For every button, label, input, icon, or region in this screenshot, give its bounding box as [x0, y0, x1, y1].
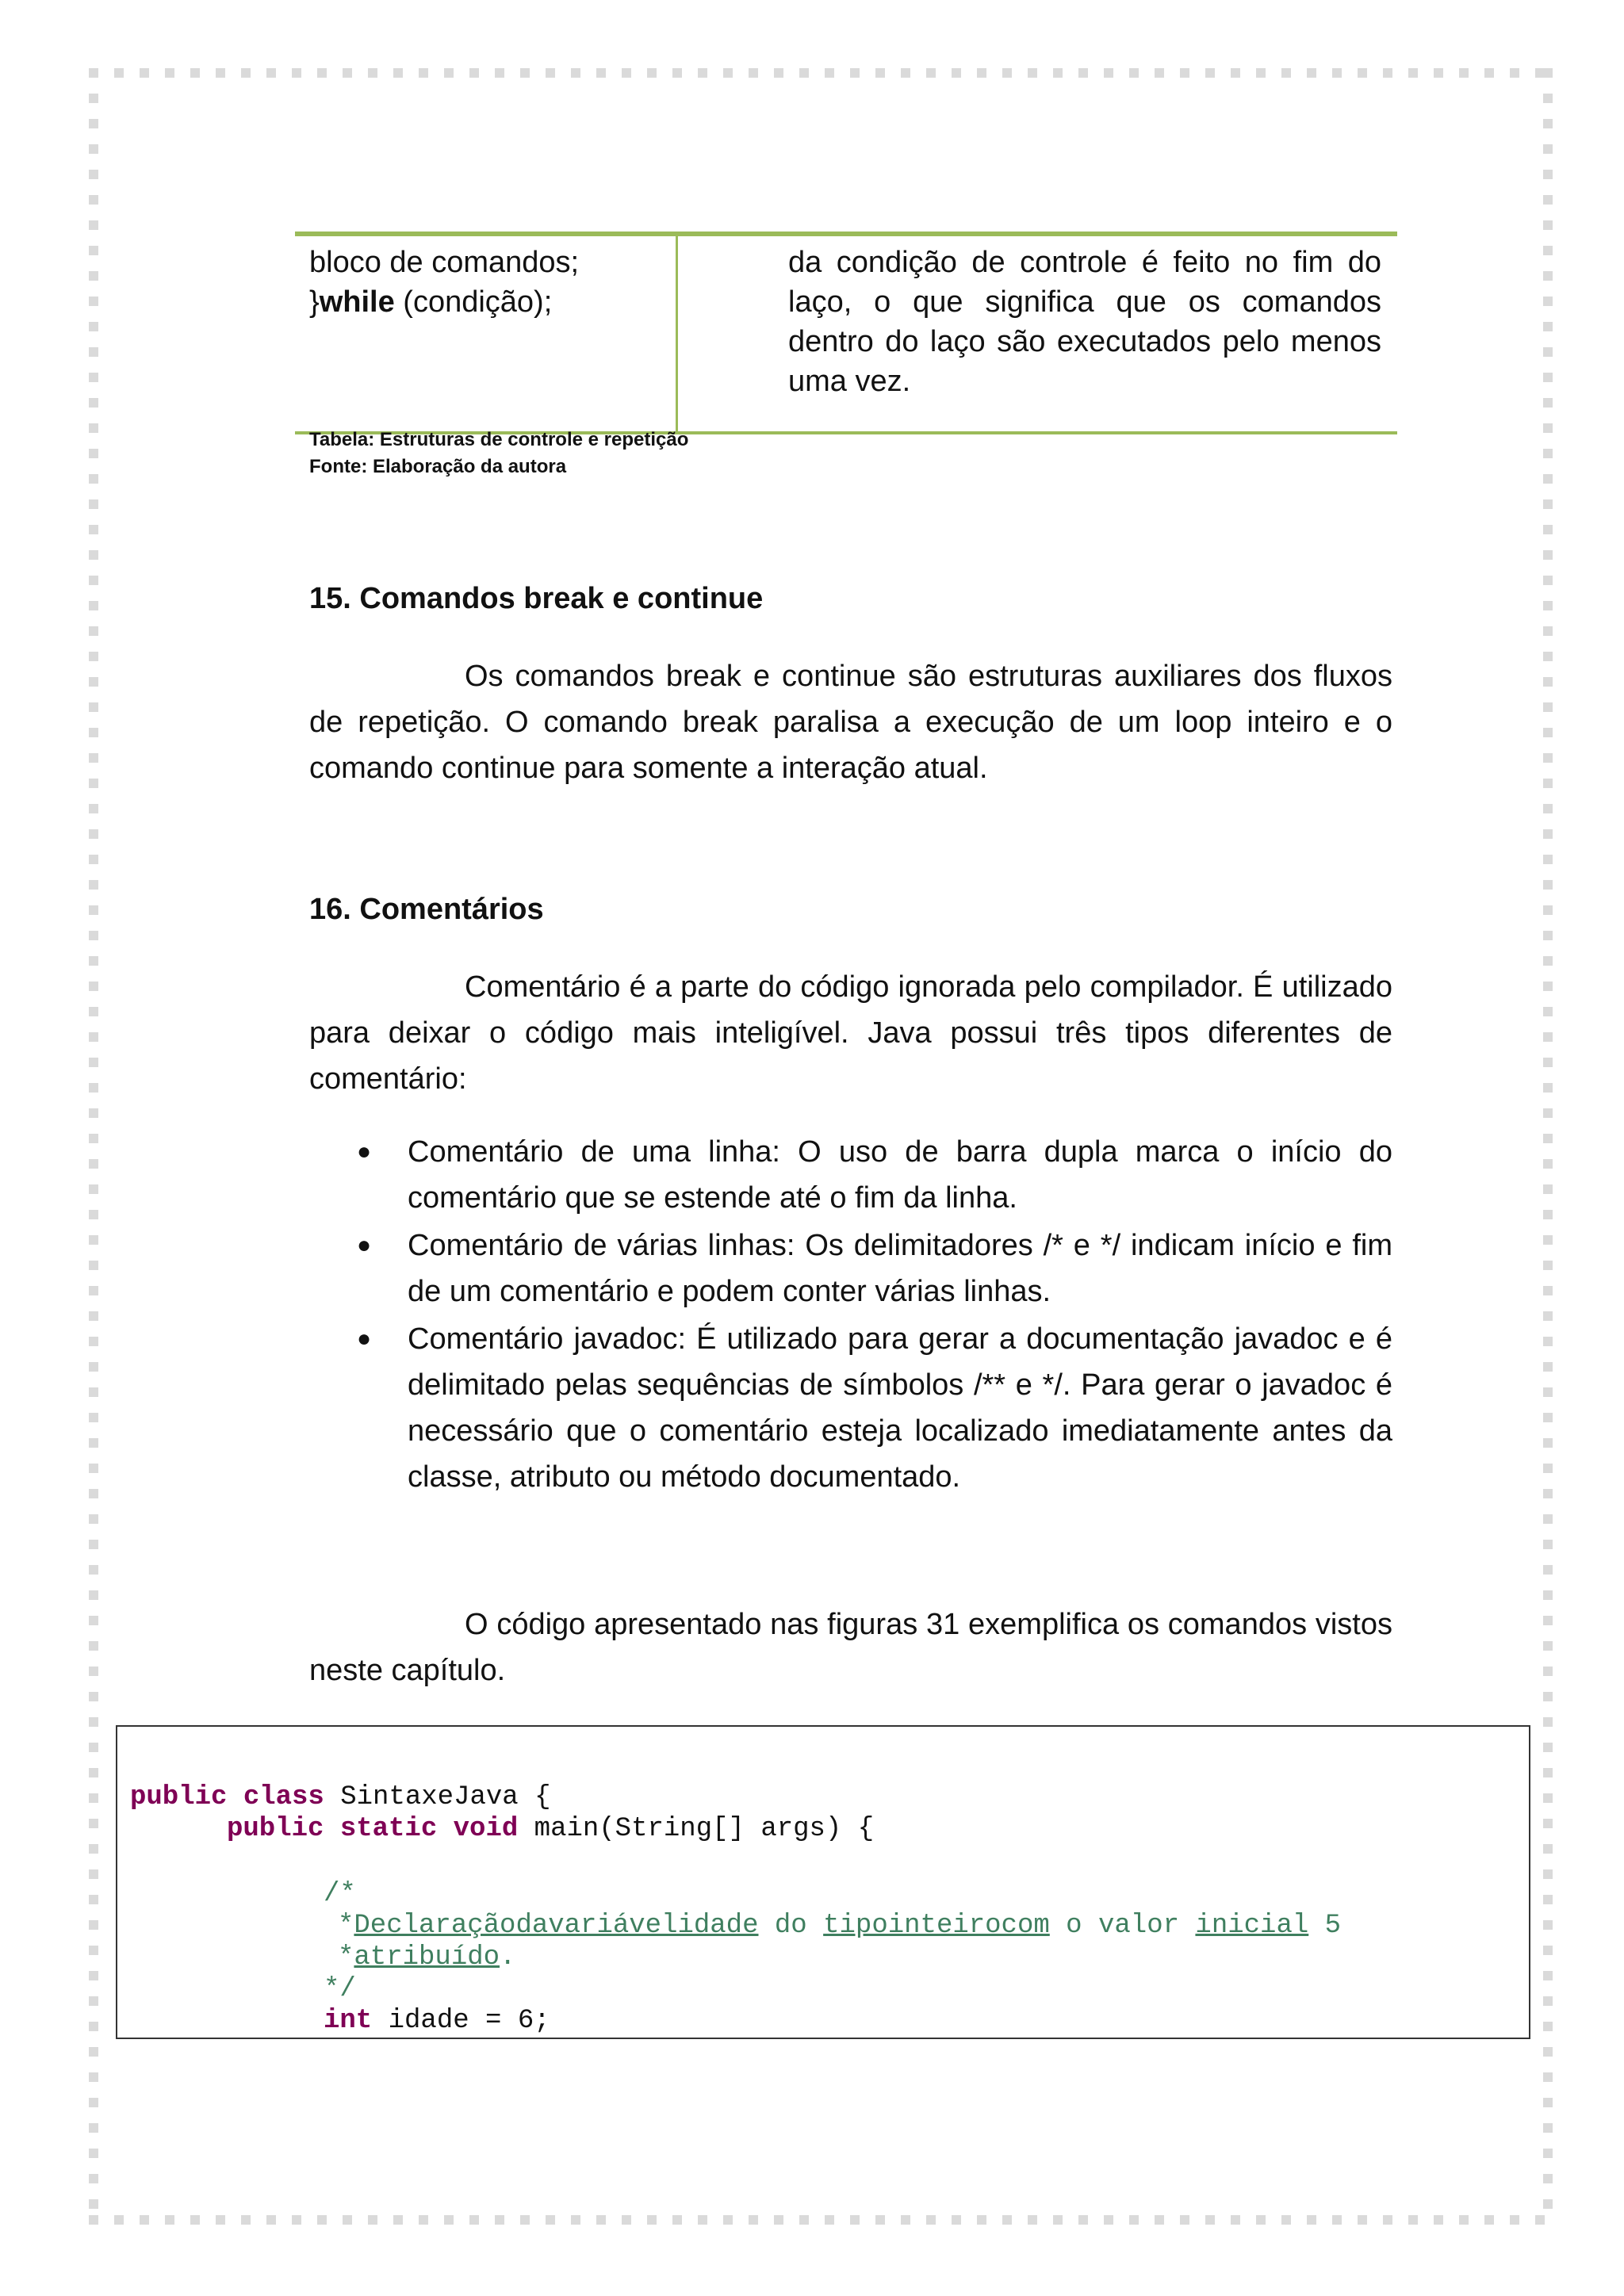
comment-types-list — [309, 1129, 1392, 1502]
code-text: idade = 6; — [372, 2006, 550, 2036]
list-item — [309, 1223, 1392, 1314]
code-line-7 — [324, 2006, 550, 2036]
syntax-while-keyword: while — [319, 285, 395, 319]
code-comment: . — [500, 1942, 516, 1973]
code-comment: tipointeirocom — [823, 1911, 1050, 1941]
section-15-heading: 15. Comandos break e continue — [309, 582, 764, 615]
code-line-2 — [227, 1814, 874, 1844]
code-text: SintaxeJava { — [324, 1782, 551, 1812]
code-line-5 — [338, 1942, 515, 1973]
code-comment: inicial — [1195, 1911, 1309, 1941]
bullet-icon: ● — [357, 1138, 372, 1165]
list-item — [309, 1316, 1392, 1500]
code-keyword: public class — [130, 1782, 324, 1812]
closing-paragraph: O código apresentado nas figuras 31 exemplifica os comandos vistos neste capítulo. — [309, 1608, 1392, 1687]
code-comment: * — [338, 1911, 354, 1941]
code-line-4 — [338, 1911, 1341, 1941]
code-keyword: public static void — [227, 1814, 519, 1844]
code-text: main(String[] args) { — [518, 1814, 875, 1844]
section-16-paragraph: Comentário é a parte do código ignorada pelo compilador. É utilizado para deixar o código mais inteligível. Java possui três tipos diferentes de comentário: — [309, 970, 1392, 1096]
page-border-left — [89, 68, 98, 2225]
section-15-paragraph: Os comandos break e continue são estruturas auxiliares dos fluxos de repetição. O comando break paralisa a execução de um loop inteiro e o comando continue para somente a interação atual. — [309, 660, 1392, 785]
section-16-heading: 16. Comentários — [309, 893, 544, 926]
table-cell-description: da condição de controle é feito no fim do laço, o que significa que os comandos dentro do laço são executados pelo menos uma vez. — [788, 246, 1381, 398]
bullet-icon: ● — [357, 1232, 372, 1258]
code-comment: 5 — [1308, 1911, 1342, 1941]
code-keyword: int — [324, 2006, 373, 2036]
page-border-bottom — [89, 2215, 1557, 2225]
caption-title: Tabela: Estruturas de controle e repetição — [309, 429, 689, 450]
syntax-line-1: bloco de comandos; — [309, 246, 580, 279]
table-column-divider — [676, 236, 678, 431]
code-line-1 — [130, 1782, 551, 1812]
bullet-icon: ● — [357, 1326, 372, 1352]
table-caption — [309, 427, 688, 480]
code-comment: o valor — [1049, 1911, 1196, 1941]
page-border-right — [1543, 68, 1553, 2225]
list-item-text: Comentário de uma linha: O uso de barra dupla marca o início do comentário que se estende até o fim da linha. — [408, 1135, 1392, 1215]
syntax-brace: } — [309, 285, 320, 319]
caption-source: Fonte: Elaboração da autora — [309, 456, 567, 477]
code-line-6: */ — [324, 1974, 356, 2004]
list-item-text: Comentário javadoc: É utilizado para gerar a documentação javadoc e é delimitado pelas sequências de símbolos /** e */. Para gerar o javadoc é necessário que o comentário esteja localizado imediatamente antes da classe, atributo ou método documentado. — [408, 1322, 1392, 1494]
list-item — [309, 1129, 1392, 1221]
code-line-3: /* — [324, 1879, 356, 1909]
list-item-text: Comentário de várias linhas: Os delimitadores /* e */ indicam início e fim de um comentário e podem conter várias linhas. — [408, 1229, 1392, 1308]
control-structures-table — [295, 232, 1397, 434]
code-comment: Declaraçãodavariávelidade — [354, 1911, 759, 1941]
code-figure — [116, 1725, 1530, 2039]
code-comment: atribuído — [354, 1942, 500, 1973]
table-cell-syntax — [309, 243, 579, 322]
code-comment: do — [758, 1911, 824, 1941]
code-comment: * — [338, 1942, 354, 1973]
syntax-condition: (condição); — [394, 285, 553, 319]
page-border-top — [89, 68, 1557, 78]
